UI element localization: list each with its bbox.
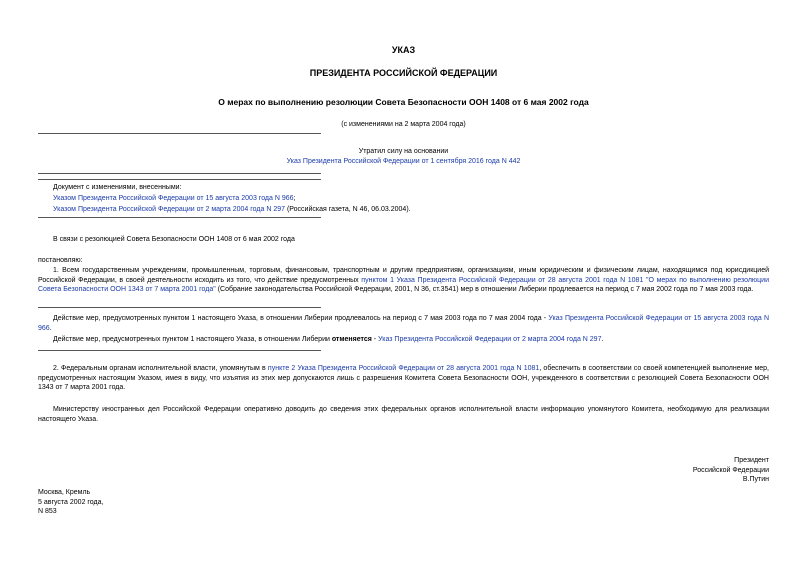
divider bbox=[38, 307, 321, 308]
amendment-link[interactable]: Указом Президента Российской Федерации от 2 марта 2004 года N 297 bbox=[53, 206, 285, 213]
signature-title: Президент bbox=[734, 457, 769, 464]
issuer: ПРЕЗИДЕНТА РОССИЙСКОЙ ФЕДЕРАЦИИ bbox=[309, 68, 498, 78]
document-heading: О мерах по выполнению резолюции Совета Безопасности ООН 1408 от 6 мая 2002 года bbox=[218, 97, 589, 107]
expired-link[interactable]: Указ Президента Российской Федерации от 1 сентября 2016 года N 442 bbox=[286, 158, 521, 165]
reference-link[interactable]: пункте 2 Указа Президента Российской Федерации от 28 августа 2001 года N 1081 bbox=[267, 365, 540, 372]
expired-note: Утратил силу на основании bbox=[358, 148, 449, 155]
document-type: УКАЗ bbox=[391, 45, 416, 55]
amendment-item: Указом Президента Российской Федерации от 2 марта 2004 года N 297 (Российская газета, N 46, 06.03.2004). bbox=[53, 206, 411, 213]
signature-block bbox=[693, 456, 769, 485]
reference-link[interactable]: Указ Президента Российской Федерации от 15 августа 2003 года N 966 bbox=[38, 315, 770, 332]
decree-word: постановляю: bbox=[38, 257, 83, 264]
signature-name: В.Путин bbox=[742, 476, 769, 483]
reference-link[interactable]: Указ Президента Российской Федерации от 2 марта 2004 года N 297 bbox=[378, 336, 602, 343]
changes-note: (с изменениями на 2 марта 2004 года) bbox=[341, 121, 466, 128]
signature-country: Российской Федерации bbox=[692, 466, 769, 474]
paragraph-2: 2. Федеральным органам исполнительной власти, упомянутым в пункте 2 Указа Президента Российской Федерации от 28 августа 2001 года N 1081, обеспечить в соответствии со своей компетенцией выполнение мер, предусмотренных настоящим Указом, имея в виду, что изъятия из этих мер допускаются лишь с разрешения Комитета Совета Безопасности ООН, учрежденного в соответствии с резолюцией Совета Безопасности ООН 1343 от 7 марта 2001 года. bbox=[38, 365, 769, 391]
reference-link[interactable]: пунктом 1 Указа Президента Российской Федерации от 28 августа 2001 года N 1081 "О мерах по выполнению резолюции Совета Безопасности ООН 1343 от 7 марта 2001 года" bbox=[38, 276, 770, 293]
divider bbox=[38, 179, 321, 180]
amendments-intro: Документ с изменениями, внесенными: bbox=[53, 184, 182, 191]
divider bbox=[38, 133, 321, 134]
issue-number: N 853 bbox=[38, 508, 57, 515]
divider bbox=[38, 350, 321, 351]
footer-block bbox=[38, 488, 103, 517]
amendment-link[interactable]: Указом Президента Российской Федерации от 15 августа 2003 года N 966 bbox=[53, 195, 294, 202]
paragraph-1-extension: Действие мер, предусмотренных пунктом 1 настоящего Указа, в отношении Либерии продлевалось на период с 7 мая 2003 года по 7 мая 2004 года - Указ Президента Российской Федерации от 15 августа 2003 года N 966. bbox=[38, 315, 770, 332]
paragraph-1-cancel: Действие мер, предусмотренных пунктом 1 настоящего Указа, в отношении Либерии отменяется - Указ Президента Российской Федерации от 2 марта 2004 года N 297. bbox=[53, 336, 604, 343]
amendment-item: Указом Президента Российской Федерации от 15 августа 2003 года N 966; bbox=[53, 195, 296, 202]
paragraph-1: 1. Всем государственным учреждениям, промышленным, торговым, финансовым, транспортным и другим предприятиям, организациям, иным юридическим и физическим лицам, находящимся под юрисдикцией Российской Федерации, в своей деятельности исходить из того, что действие предусмотренных пунктом 1 Указа Президента Российской Федерации от 28 августа 2001 года N 1081 "О мерах по выполнению резолюции Совета Безопасности ООН 1343 от 7 марта 2001 года" (Собрание законодательства Российской Федерации, 2001, N 36, ст.3541) мер в отношении Либерии продлевается на период с 7 мая 2002 года по 7 мая 2003 года. bbox=[38, 267, 770, 293]
paragraph-3: Министерству иностранных дел Российской Федерации оперативно доводить до сведения этих федеральных органов исполнительной власти информацию упомянутого Комитета, необходимую для реализации настоящего Указа. bbox=[38, 406, 769, 423]
divider bbox=[38, 173, 321, 174]
divider bbox=[38, 217, 321, 218]
issue-date: 5 августа 2002 года, bbox=[38, 498, 104, 506]
issue-place: Москва, Кремль bbox=[38, 489, 91, 496]
preamble: В связи с резолюцией Совета Безопасности ООН 1408 от 6 мая 2002 года bbox=[53, 236, 295, 243]
